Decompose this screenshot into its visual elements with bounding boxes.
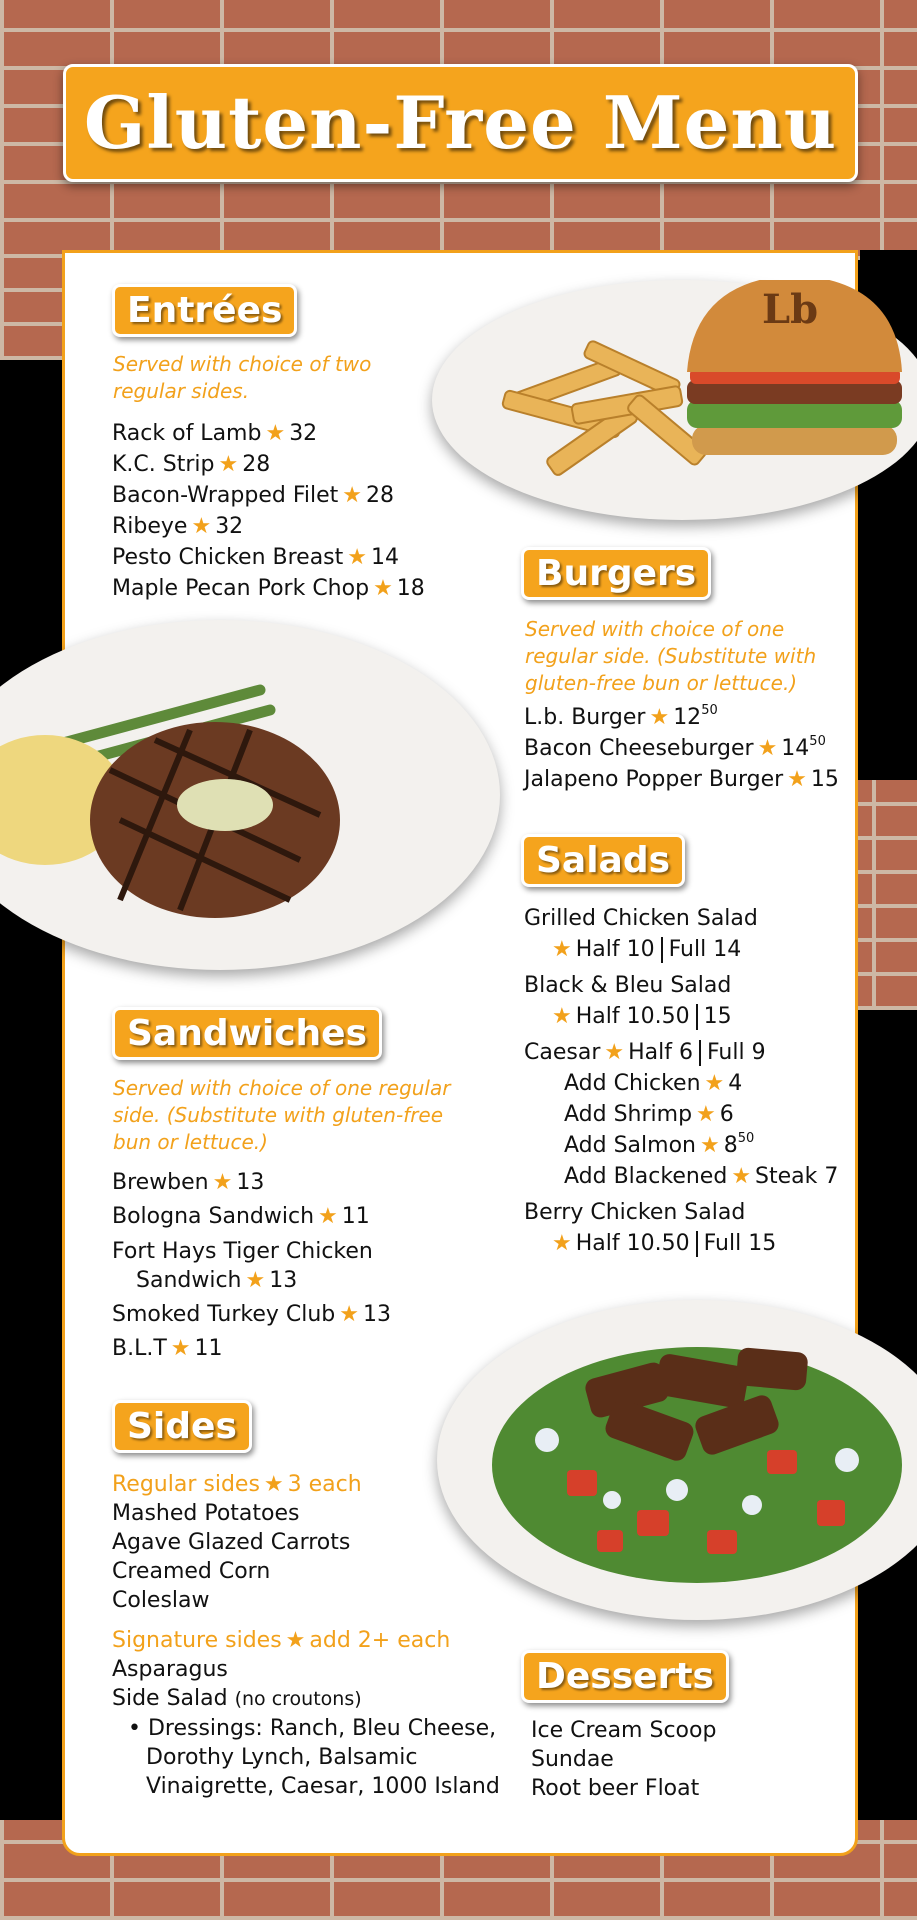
star-icon: ★	[649, 705, 670, 730]
star-icon: ★	[604, 1040, 625, 1065]
list-item: Coleslaw	[112, 1588, 210, 1613]
divider	[696, 1231, 698, 1257]
star-icon: ★	[757, 736, 778, 761]
list-item: Brewben ★ 13	[112, 1170, 265, 1195]
burger-fries-illustration	[432, 280, 917, 520]
list-item: Berry Chicken Salad	[524, 1200, 746, 1225]
entrees-heading: Entrées	[112, 284, 297, 337]
steak-salad-illustration	[437, 1300, 917, 1620]
desserts-heading: Desserts	[521, 1650, 729, 1703]
list-item: K.C. Strip ★ 28	[112, 452, 271, 477]
burger-plate-image	[432, 280, 917, 520]
star-icon: ★	[191, 514, 212, 539]
list-item: Sundae	[531, 1747, 614, 1772]
list-item: Add Blackened ★ Steak 7	[564, 1164, 839, 1189]
list-item: ★ Half 10.50 Full 15	[552, 1231, 777, 1256]
list-item: Add Salmon ★ $8^{50}$	[564, 1131, 755, 1158]
list-item: ★ Half 10 Full 14	[552, 937, 742, 962]
list-item: Maple Pecan Pork Chop ★ 18	[112, 576, 425, 601]
sandwiches-note: Served with choice of one regular side. (Substitute with gluten-free bun or lettuce.)	[113, 1076, 451, 1154]
list-item: Bacon Cheeseburger ★ $14^{50}$	[524, 734, 826, 761]
star-icon: ★	[787, 767, 807, 792]
star-icon: ★	[696, 1102, 716, 1127]
list-item: Side Salad (no croutons)	[112, 1686, 362, 1711]
list-item: Dorothy Lynch, Balsamic	[146, 1745, 418, 1770]
entrees-list	[112, 418, 425, 604]
list-item: Fort Hays Tiger Chicken	[112, 1239, 373, 1264]
star-icon: ★	[265, 421, 286, 446]
star-icon: ★	[731, 1164, 752, 1189]
divider	[661, 937, 663, 963]
title-banner	[63, 64, 858, 182]
list-item: Pesto Chicken Breast ★ 14	[112, 545, 399, 570]
star-icon: ★	[552, 1231, 572, 1256]
list-item: Root beer Float	[531, 1776, 700, 1801]
star-icon: ★	[318, 1204, 338, 1229]
burger-bun-lb-brand: Lb	[762, 286, 819, 333]
divider	[696, 1004, 698, 1030]
star-icon: ★	[699, 1133, 720, 1158]
star-icon: ★	[245, 1268, 266, 1293]
star-icon: ★	[347, 545, 367, 570]
star-icon: ★	[552, 937, 572, 962]
star-icon: ★	[373, 576, 393, 601]
list-item: Mashed Potatoes	[112, 1501, 300, 1526]
salads-heading: Salads	[521, 834, 685, 887]
list-item: Add Shrimp ★ 6	[564, 1102, 734, 1127]
list-item: Asparagus	[112, 1657, 228, 1682]
list-item: Grilled Chicken Salad	[524, 906, 758, 931]
steak-asparagus-illustration	[0, 620, 500, 970]
list-item: Rack of Lamb ★ 32	[112, 421, 318, 446]
desserts-list	[531, 1716, 716, 1803]
list-item: Ribeye ★ 32	[112, 514, 244, 539]
list-item: Creamed Corn	[112, 1559, 271, 1584]
list-item: B.L.T ★ 11	[112, 1336, 223, 1361]
list-item: Ice Cream Scoop	[531, 1718, 717, 1743]
regular-sides-label: Regular sides ★ 3 each	[112, 1472, 362, 1497]
signature-sides-label: Signature sides ★ add 2+ each	[112, 1628, 451, 1653]
list-item: • Dressings: Ranch, Bleu Cheese,	[128, 1716, 497, 1741]
list-item: Jalapeno Popper Burger ★ 15	[524, 767, 839, 792]
star-icon: ★	[339, 1302, 360, 1327]
star-icon: ★	[285, 1628, 306, 1653]
black-border-left	[0, 260, 70, 1830]
list-item: Vinaigrette, Caesar, 1000 Island	[146, 1774, 500, 1799]
salads-list	[524, 903, 838, 1259]
list-item: Bologna Sandwich ★ 11	[112, 1204, 370, 1229]
list-item: Caesar ★ Half 6 Full 9	[524, 1040, 766, 1065]
list-item: Agave Glazed Carrots	[112, 1530, 351, 1555]
star-icon: ★	[212, 1170, 233, 1195]
list-item: Add Chicken ★ 4	[564, 1071, 743, 1096]
burgers-heading: Burgers	[521, 547, 711, 600]
sides-heading: Sides	[112, 1400, 252, 1453]
star-icon: ★	[263, 1472, 284, 1497]
sandwiches-heading: Sandwiches	[112, 1007, 382, 1060]
divider	[699, 1040, 701, 1066]
list-item: Bacon-Wrapped Filet ★ 28	[112, 483, 395, 508]
burgers-list	[524, 702, 839, 795]
list-item: Black & Bleu Salad	[524, 973, 732, 998]
star-icon: ★	[342, 483, 363, 508]
star-icon: ★	[170, 1336, 191, 1361]
entrees-note: Served with choice of two regular sides.	[113, 352, 372, 403]
star-icon: ★	[552, 1004, 572, 1029]
list-item: Sandwich ★ 13	[136, 1268, 298, 1293]
star-icon: ★	[704, 1071, 725, 1096]
page-title: Gluten-Free Menu	[83, 80, 838, 165]
list-item: ★ Half 10.50 15	[552, 1004, 732, 1029]
list-item: Smoked Turkey Club ★ 13	[112, 1302, 392, 1327]
star-icon: ★	[218, 452, 239, 477]
list-item: L.b. Burger ★ $12^{50}$	[524, 703, 718, 730]
sandwiches-list	[112, 1166, 391, 1366]
steak-plate-image	[0, 620, 500, 970]
burgers-note: Served with choice of one regular side. (Substitute with gluten-free bun or lettuce.)	[525, 617, 817, 695]
salad-plate-image	[437, 1300, 917, 1620]
sides-list	[112, 1470, 500, 1801]
